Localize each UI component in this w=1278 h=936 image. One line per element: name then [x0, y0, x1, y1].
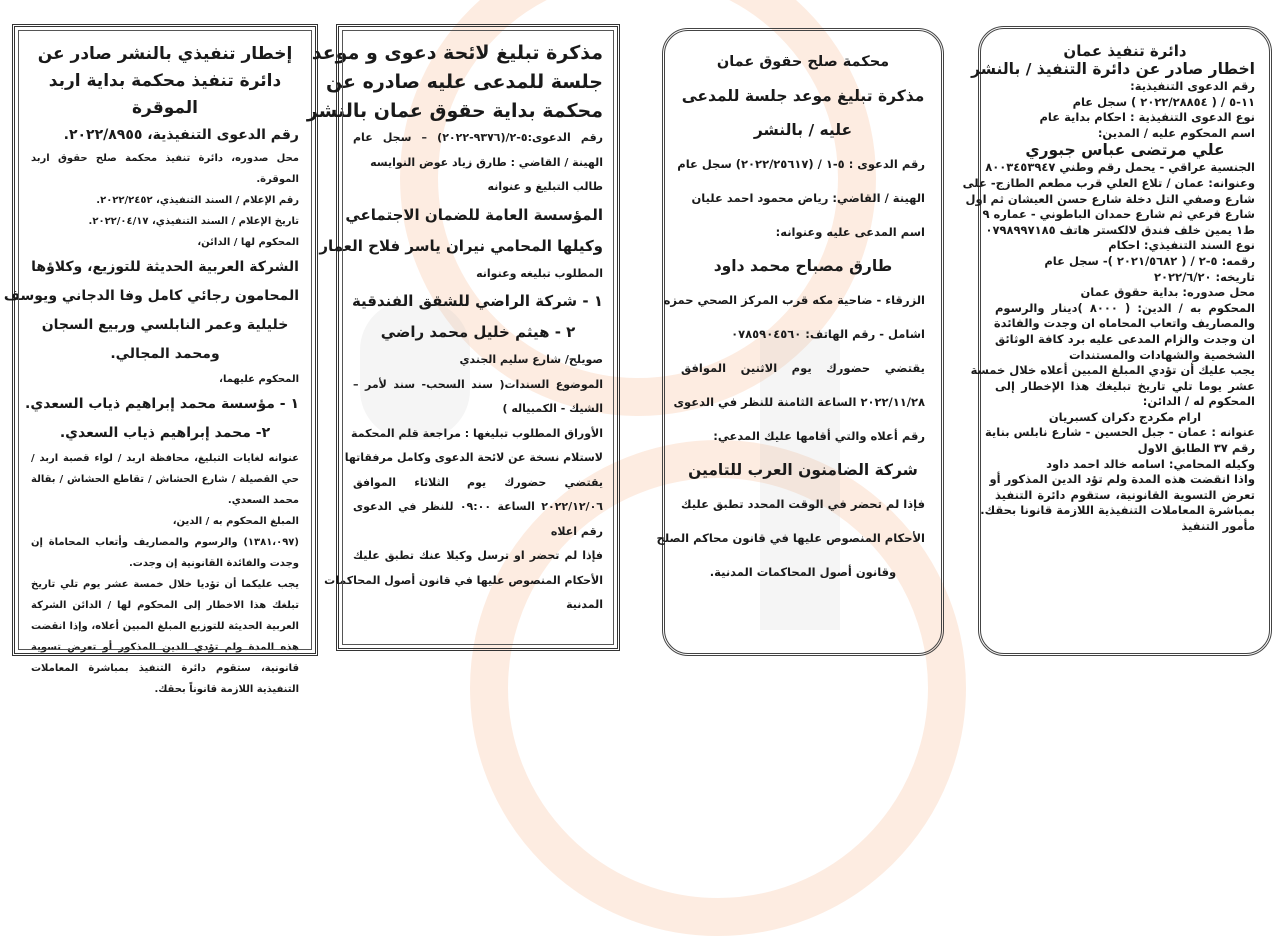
notice-line: الهينة / القاضي : طارق زياد عوض النوايسه: [370, 155, 603, 169]
notice-line: المحكوم به / الدين: ( ٨٠٠٠ )دينار والرسوم: [995, 300, 1255, 315]
notice-line: المحكوم لها / الدائن،: [197, 237, 299, 248]
notice-line: والمصاريف واتعاب المحاماه ان وجدت والفائدة: [993, 316, 1255, 331]
notice-line: الهينة / القاضي: رياض محمود احمد عليان: [691, 191, 925, 205]
notice-line: مأمور التنفيذ: [1181, 519, 1255, 534]
notice-line: خليلية وعمر النابلسي وربيع السجان: [41, 317, 289, 333]
notice-line: ٢٠٢٢/١٢/٠٦ الساعة ٠٩:٠٠ للنظر في الدعوى: [353, 500, 603, 513]
notice-line: رقم الدعوى : ٥-١ / (٢٠٢٢/٢٥٦١٧) سجل عام: [677, 157, 925, 171]
notice-heading: جلسة للمدعى عليه صادره عن: [325, 71, 603, 93]
notice-line: وكيله المحامي: اسامه خالد احمد داود: [1046, 456, 1255, 471]
notice-line: الأحكام المنصوص عليها في قانون محاكم الصلح: [656, 531, 925, 545]
notice-line: ط١ يمين خلف فندق لالكستر هاتف ٠٧٩٨٩٩٧١٨٥: [985, 222, 1255, 237]
notice-line: رقم أعلاه والتي أقامها عليك المدعي:: [713, 429, 925, 443]
notice-line: محمد السعدي.: [227, 495, 299, 506]
notice-line: المحكوم له / الدائن:: [1142, 394, 1255, 409]
notice-line: يقتضي حضورك يوم الاثنين الموافق: [681, 361, 925, 375]
notice-line: ٢ - هيثم خليل محمد راضي: [380, 323, 576, 341]
notice-line: المدنية: [566, 598, 603, 611]
notice-line: نوع الدعوى التنفيذية : احكام بداية عام: [1039, 110, 1255, 125]
notice-line: الزرقاء - ضاحية مكه قرب المركز الصحي حمزه: [663, 293, 925, 307]
notice-heading: إخطار تنفيذي بالنشر صادر عن: [37, 44, 293, 64]
notice-heading: الموقرة: [131, 98, 198, 118]
notice-line: رقم الدعوى التنفيذية:: [1130, 79, 1255, 93]
notice-line: صويلح/ شارع سليم الجندي: [459, 353, 603, 366]
notice-line: الأحكام المنصوص عليها في قانون أصول المحاكمات: [324, 573, 603, 587]
notice-line: الشركة العربية الحديثة للتوزيع، وكلاؤها: [31, 259, 299, 275]
notice-line: يقتضي حضورك يوم الثلاثاء الموافق: [353, 475, 603, 489]
notice-line: حي القصيلة / شارع الحشاش / تقاطع الحشاش / بقالة: [31, 474, 299, 485]
notice-line: تعرض التسوية القانونية، ستقوم دائرة التنفيذ: [995, 487, 1255, 502]
notice-line: اشامل - رقم الهاتف: ٠٧٨٥٩٠٤٥٦٠: [731, 327, 925, 341]
notice-line: ١ - مؤسسة محمد إبراهيم ذياب السعدي.: [25, 396, 299, 412]
notice-line: التنفيذية اللازمة قانوناً بحقك.: [154, 684, 299, 695]
notice-line: الموضوع السندات( سند السحب- سند لأمر –: [353, 377, 603, 391]
notice-line: هذه المدة ولم تؤدي الدين المذكور أو تعرض تسوية: [31, 642, 299, 653]
notice-line: الأوراق المطلوب تبليغها : مراجعة قلم المحكمة: [351, 426, 603, 440]
notice-line: اخطار صادر عن دائرة التنفيذ / بالنشر: [971, 60, 1255, 78]
notice-line: شارع وصفي التل دخلة شارع حسن العيشان ثم اول: [965, 191, 1255, 206]
notice-line: طارق مصباح محمد داود: [713, 257, 893, 275]
notice-line: بمباشرة المعاملات التنفيذية اللازمة قانونا بحقك.: [980, 503, 1255, 518]
notice-heading: دائرة تنفيذ عمان: [1063, 42, 1187, 60]
notice-line: نوع السند التنفيذي: احكام: [1108, 238, 1255, 253]
notice-line: وعنوانه: عمان / تلاع العلي قرب مطعم الطازج- على: [962, 175, 1255, 190]
notice-line: عنوانه لغايات التبليغ، محافظة اربد / لواء قصبة اربد /: [31, 453, 299, 464]
notice-line: عليه / بالنشر: [753, 121, 853, 139]
notice-line: ٢- محمد إبراهيم ذياب السعدي.: [59, 425, 271, 441]
notice-line: يجب عليكما أن تؤديا خلال خمسة عشر يوم تلي تاريخ: [31, 579, 299, 590]
notice-heading: دائرة تنفيذ محكمة بداية اربد: [48, 71, 282, 91]
notice-line: شارع فرعي ثم شارع حمدان الباطوني - عماره ٩: [982, 207, 1255, 222]
notice-line: تاريخه: ٢٠٢٢/٦/٢٠: [1154, 269, 1255, 284]
notice-line: واذا انقضت هذه المدة ولم تؤد الدين المذكور أو: [989, 472, 1255, 487]
notice-line: عشر يوما تلي تاريخ تبليغك هذا الإخطار إلى: [995, 378, 1255, 393]
notice-amman-magistrate: [656, 28, 944, 656]
notice-line: المطلوب تبليغه وعنوانه: [476, 266, 603, 280]
notice-line: لاستلام نسخة عن لائحة الدعوى وكامل مرفقاتها: [344, 451, 603, 464]
notice-line: رقم اعلاه: [550, 524, 603, 538]
notice-line: طالب التبليغ و عنوانه: [487, 180, 603, 193]
notice-line: (١٣٨١،٠٩٧) والرسوم والمصاريف وأتعاب المحاماة إن: [31, 537, 299, 548]
notice-line: شركة الضامنون العرب للتامين: [688, 461, 918, 479]
notice-line: ارام مكردج دكران كسبريان: [1048, 409, 1202, 424]
notice-line: يجب عليك أن تؤدي المبلغ المبين أعلاه خلال خمسة: [970, 363, 1255, 378]
notice-line: المبلغ المحكوم به / الدين،: [172, 516, 299, 527]
notice-line: فإذا لم تحضر في الوقت المحدد تطبق عليك: [681, 497, 925, 511]
notice-line: رقم ٣٧ الطابق الاول: [1137, 441, 1255, 456]
notice-line: وجدت والفائدة القانونية إن وجدت.: [128, 558, 299, 569]
notice-line: محل صدوره، دائرة تنفيذ محكمة صلح حقوق اربد: [31, 153, 299, 164]
notice-line: اسم المدعى عليه وعنوانه:: [775, 225, 925, 239]
notice-line: ١١-٥ / ( ٢٠٢٢/٢٨٨٥٤ ) سجل عام: [1072, 94, 1255, 109]
notice-amman-execution: [962, 26, 1272, 656]
notice-line: ومحمد المجالي.: [110, 346, 220, 362]
notice-line: رقم الدعوى:٥-٢/(٩٣٧٦-٢٠٢٢) – سجل عام: [353, 131, 603, 144]
notice-line: المحامون رجائي كامل وفا الدجاني ويوسف: [3, 288, 299, 304]
notice-line: وكيلها المحامي نيران ياسر فلاح العمار: [319, 236, 603, 255]
notice-line: الموقرة.: [256, 174, 299, 185]
notice-heading: محكمة صلح حقوق عمان: [716, 54, 890, 70]
notice-line: تبلغك هذا الاخطار إلى المحكوم لها / الدائن الشركة: [31, 600, 299, 611]
notice-line: رقمه: ٥-٢ / ( ٢٠٢١/٥٦٨٢ )- سجل عام: [1044, 253, 1255, 268]
notice-line: المؤسسة العامة للضمان الاجتماعي: [345, 205, 603, 224]
notice-line: ان وجدت والزام المدعى عليه برد كافة الوثائق: [995, 331, 1255, 346]
notice-line: رقم الدعوى التنفيذية، ٢٠٢٢/٨٩٥٥.: [63, 127, 299, 143]
notice-line: فإذا لم تحضر او ترسل وكيلا عنك تطبق عليك: [353, 549, 603, 562]
notice-line: وقانون أصول المحاكمات المدنية.: [709, 565, 897, 579]
notice-line: الشخصية والشهادات والمستندات: [1068, 347, 1255, 362]
notice-line: ١ - شركة الراضي للشقق الفندقية: [351, 292, 603, 310]
notice-line: محل صدوره: بداية حقوق عمان: [1080, 285, 1255, 300]
notice-irbid-execution: [3, 24, 318, 695]
notice-line: الشيك - الكمبياله ): [502, 402, 603, 415]
notice-heading: مذكرة تبليغ لائحة دعوى و موعد: [311, 42, 603, 64]
notice-line: ٢٠٢٢/١١/٢٨ الساعة الثامنة للنظر في الدعوى: [673, 395, 925, 409]
notice-heading: محكمة بداية حقوق عمان بالنشر: [306, 100, 603, 122]
notice-line: تاريخ الإعلام / السند التنفيذي، ٢٠٢٢/٠٤/١٧.: [88, 216, 299, 227]
notice-line: المحكوم عليهما،: [219, 374, 299, 385]
notice-line: رقم الإعلام / السند التنفيذي، ٢٠٢٢/٢٤٥٢.: [96, 195, 299, 206]
notice-amman-first-instance: [306, 24, 620, 651]
notice-line: قانونية، ستقوم دائرة التنفيذ بمباشرة المعاملات: [31, 663, 299, 674]
notice-line: مذكرة تبليغ موعد جلسة للمدعى: [681, 87, 925, 105]
notice-line: العربية الحديثة للتوزيع المبلغ المبين أعلاه، وإذا انقضت: [31, 621, 299, 632]
notice-line: الجنسية عراقي - يحمل رقم وطني ٨٠٠٣٤٥٣٩٤٧: [985, 160, 1255, 175]
notice-line: علي مرتضى عباس جبوري: [1025, 141, 1225, 160]
notice-line: عنوانه : عمان - جبل الحسين - شارع نابلس بناية: [984, 425, 1255, 440]
notice-line: اسم المحكوم عليه / المدين:: [1097, 125, 1255, 140]
